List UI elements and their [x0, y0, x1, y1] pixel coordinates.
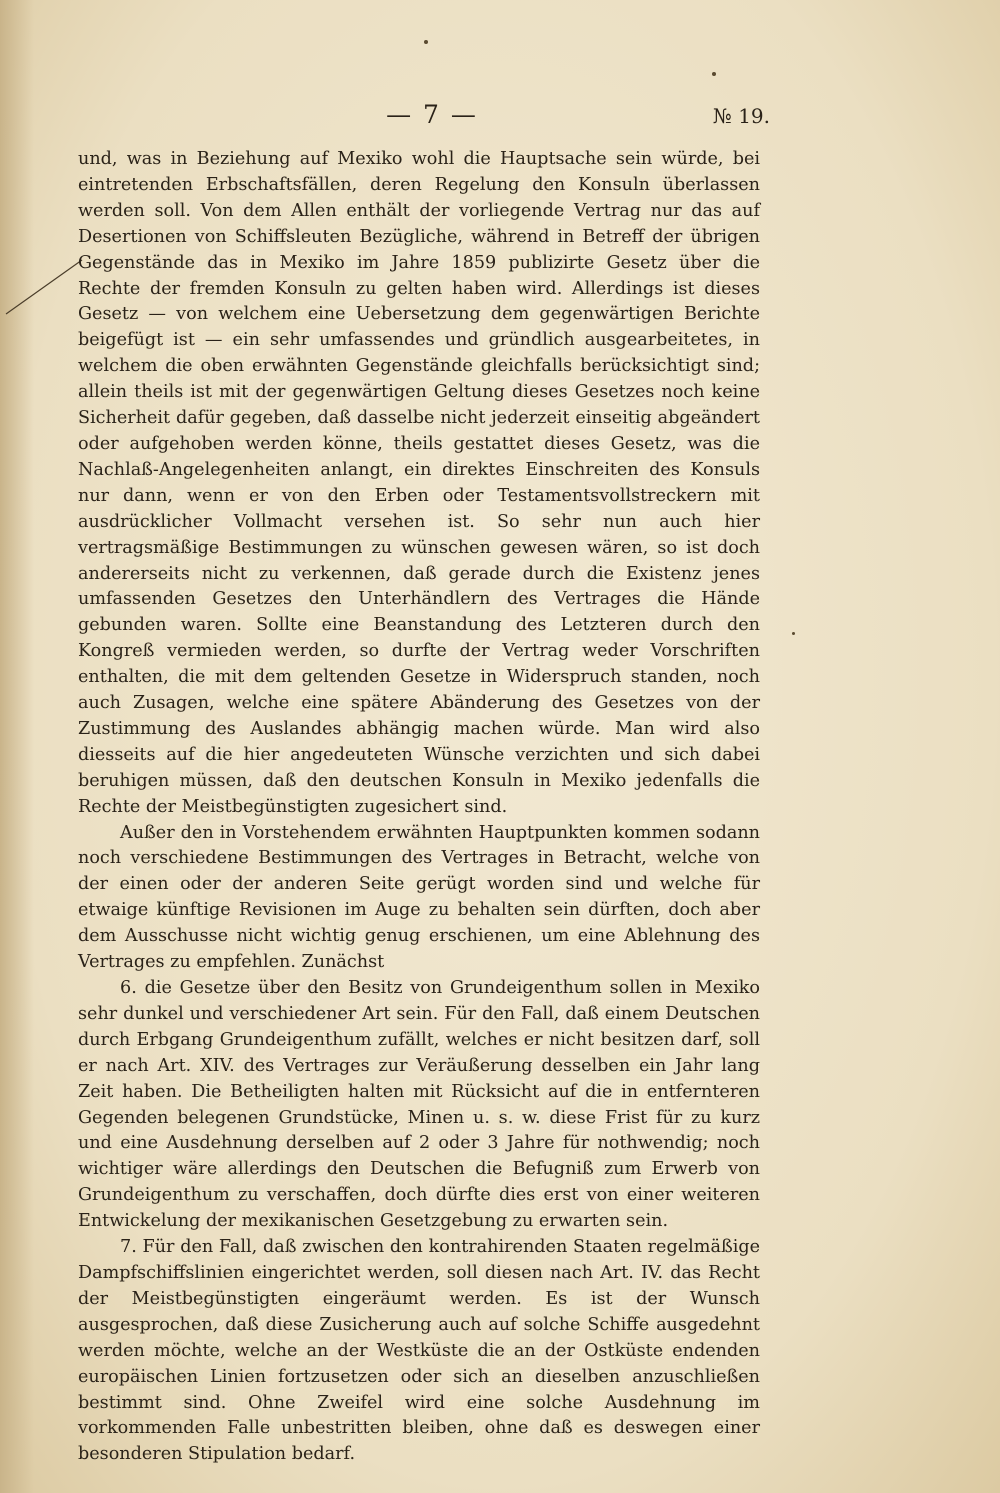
- paragraph-further-provisions: Außer den in Vorstehendem erwähnten Hauptpunkten kommen sodann noch verschiedene Bestimmungen des Vertrages in Betracht, welche von der einen oder der anderen Seite gerügt worden sind und welche für etwaige künftige Revisionen im Auge zu behalten sein dürften, doch aber dem Ausschusse nicht wichtig genug erschienen, um eine Ablehnung des Vertrages zu empfehlen. Zunächst: [78, 822, 760, 973]
- page-number: — 7 —: [386, 100, 478, 129]
- paper-speck: [792, 632, 795, 635]
- document-body: [78, 147, 760, 1468]
- page-edge-shadow: [0, 0, 34, 1493]
- paragraph-consular-rights: und, was in Beziehung auf Mexiko wohl die Hauptsache sein würde, bei eintretenden Erbschaftsfällen, deren Regelung den Konsuln überlassen werden soll. Von dem Allen enthält der vorliegende Vertrag nur das auf Desertionen von Schiffsleuten Bezügliche, während in Betreff der übrigen Gegenstände das in Mexiko im Jahre 1859 publizirte Gesetz über die Rechte der fremden Konsuln zu gelten haben wird. Allerdings ist dieses Gesetz — von welchem eine Uebersetzung dem gegenwärtigen Berichte beigefügt ist — ein sehr umfassendes und gründlich ausgearbeitetes, in welchem die oben erwähnten Gegenstände gleichfalls berücksichtigt sind; allein theils ist mit der gegenwärtigen Geltung dieses Gesetzes noch keine Sicherheit dafür gegeben, daß dasselbe nicht jederzeit einseitig abgeändert oder aufgehoben werden könne, theils gestattet dieses Gesetz, was die Nachlaß-Angelegenheiten anlangt, ein direktes Einschreiten des Konsuls nur dann, wenn er von den Erben oder Testamentsvollstreckern mit ausdrücklicher Vollmacht versehen ist. So sehr nun auch hier vertragsmäßige Bestimmungen zu wünschen gewesen wären, so ist doch andererseits nicht zu verkennen, daß gerade durch die Existenz jenes umfassenden Gesetzes den Unterhändlern des Vertrages die Hände gebunden waren. Sollte eine Beanstandung des Letzteren durch den Kongreß vermieden werden, so durfte der Vertrag weder Vorschriften enthalten, die mit dem geltenden Gesetze in Widerspruch standen, noch auch Zusagen, welche eine spätere Abänderung des Gesetzes von der Zustimmung des Auslandes abhängig machen würde. Man wird also diesseits auf die hier angedeuteten Wünsche verzichten und sich dabei beruhigen müssen, daß den deutschen Konsuln in Mexiko jedenfalls die Rechte der Meistbegünstigten zugesichert sind.: [78, 149, 760, 817]
- paper-speck: [424, 40, 428, 44]
- paragraph-item-6-land-ownership: 6. die Gesetze über den Besitz von Grundeigenthum sollen in Mexiko sehr dunkel und verschiedener Art sein. Für den Fall, daß einem Deutschen durch Erbgang Grundeigenthum zufällt, welches er nicht besitzen darf, soll er nach Art. XIV. des Vertrages zur Veräußerung desselben ein Jahr lang Zeit haben. Die Betheiligten halten mit Rücksicht auf die in entfernteren Gegenden belegenen Grundstücke, Minen u. s. w. diese Frist für zu kurz und eine Ausdehnung derselben auf 2 oder 3 Jahre für nothwendig; noch wichtiger wäre allerdings den Deutschen die Befugniß zum Erwerb von Grundeigenthum zu verschaffen, doch dürfte dies erst von einer weiteren Entwickelung der mexikanischen Gesetzgebung zu erwarten sein.: [78, 978, 760, 1232]
- paragraph-item-7-steamship-lines: 7. Für den Fall, daß zwischen den kontrahirenden Staaten regelmäßige Dampfschiffslinien eingerichtet werden, soll diesen nach Art. IV. das Recht der Meistbegünstigten eingeräumt werden. Es ist der Wunsch ausgesprochen, daß diese Zusicherung auch auf solche Schiffe ausgedehnt werden möchte, welche an der Westküste die an der Ostküste endenden europäischen Linien fortzusetzen oder sich an dieselben anzuschließen bestimmt sind. Ohne Zweifel wird eine solche Ausdehnung im vorkommenden Falle unbestritten bleiben, ohne daß es deswegen einer besonderen Stipulation bedarf.: [78, 1237, 760, 1465]
- paper-speck: [712, 72, 716, 76]
- page-header: [0, 100, 1000, 140]
- pencil-margin-mark: [4, 258, 84, 318]
- document-number: № 19.: [712, 104, 770, 128]
